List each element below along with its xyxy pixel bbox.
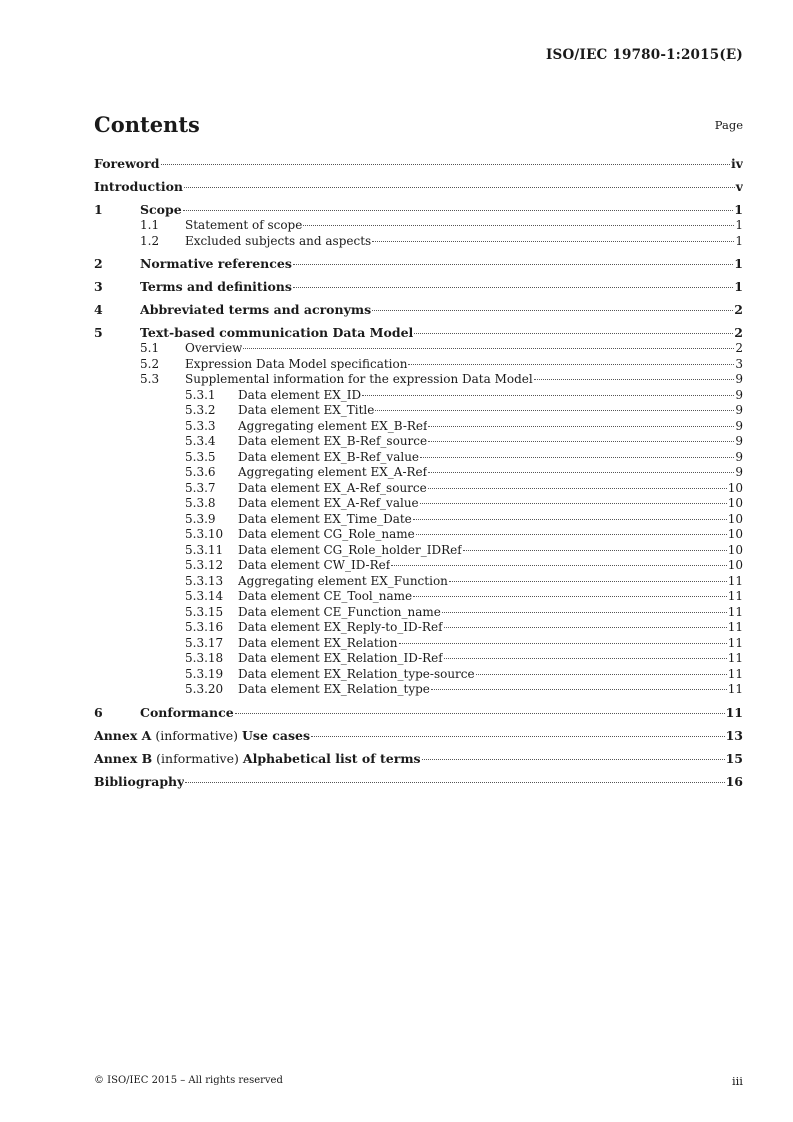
annex-label: Annex A [94,727,152,743]
toc-entry-page: 9 [735,449,743,464]
toc-entry-text: Data element EX_Relation_type [238,682,430,696]
dot-leader [413,596,727,597]
page-column-label: Page [714,118,743,132]
toc-entry[interactable] [94,682,743,698]
toc-entry-text: Data element EX_Relation [238,635,398,650]
toc-entry[interactable] [94,481,743,497]
toc-entry-page: 10 [727,511,743,526]
toc-entry-number: 5.3.6 [185,465,216,479]
toc-entry-title [238,589,412,605]
toc-entry-text: Data element EX_A-Ref_value [238,496,419,510]
toc-entry-text: Expression Data Model specification [185,356,408,371]
toc-entry-number: 5.3.14 [185,589,224,603]
toc-entry-page: 16 [725,773,743,789]
toc-entry[interactable] [94,255,743,272]
dot-leader [235,713,725,714]
toc-entry-number: 5.3.8 [185,496,216,510]
toc-entry-text: Use cases [242,727,310,743]
toc-entry-title [185,372,533,388]
toc-entry-number: 5.2 [140,356,160,371]
toc-entry-title [238,527,415,543]
dot-leader [420,503,727,504]
toc-entry[interactable] [94,512,743,528]
toc-entry[interactable] [94,324,743,341]
toc-entry-page: 11 [725,704,743,720]
dot-leader [184,187,735,188]
toc-entry-title [238,496,419,512]
toc-entry-text: Data element EX_A-Ref_source [238,480,427,495]
toc-entry-number: 5.3.4 [185,434,216,448]
toc-entry[interactable] [94,357,743,373]
toc-entry-number: 5.3.17 [185,635,224,650]
toc-entry-title [185,357,407,373]
toc-entry-number: 5.3.18 [185,651,224,665]
toc-entry[interactable] [94,155,743,172]
toc-entry-text: Alphabetical list of terms [242,750,421,766]
dot-leader [183,210,734,211]
toc-entry-text: Data element CE_Tool_name [238,589,413,603]
dot-leader [442,612,727,613]
toc-entry-text: Foreword [94,156,160,171]
toc-entry-number: 1.2 [140,233,160,248]
toc-entry-page: 11 [727,682,743,696]
toc-entry-title [238,574,448,590]
toc-entry[interactable] [94,403,743,419]
toc-entry-number: 5.3.11 [185,542,224,557]
toc-entry-number: 5.1 [140,341,160,355]
toc-entry-page: 9 [735,387,743,402]
dot-leader [408,364,734,365]
toc-entry-page: 2 [734,302,743,317]
toc-entry-title [238,388,361,404]
toc-entry-page: 9 [735,403,743,417]
toc-entry-number: 4 [94,302,103,317]
toc-entry[interactable] [94,667,743,683]
toc-entry-page: 1 [735,218,743,232]
toc-entry-text: Data element EX_Relation_type-source [238,666,475,681]
dot-leader [161,164,730,165]
toc-entry-title [238,419,427,435]
toc-entry-number: 5.3.10 [185,527,224,541]
toc-entry[interactable] [94,750,743,767]
toc-entry-text: Conformance [140,704,234,720]
toc-entry-title [185,218,302,234]
dot-leader [444,627,727,628]
toc-entry[interactable] [94,234,743,250]
toc-entry-title [94,178,183,195]
toc-entry[interactable] [94,605,743,621]
toc-entry-title [238,481,427,497]
toc-entry-text: Introduction [94,179,184,194]
toc-entry-page: 1 [734,256,743,271]
toc-entry-number: 6 [94,704,103,720]
toc-entry-title [238,636,398,652]
dot-leader [372,310,733,311]
toc-entry[interactable] [94,558,743,574]
toc-entry-page: 13 [725,727,743,743]
toc-entry-text: Normative references [140,256,292,271]
toc-entry-text: Abbreviated terms and acronyms [140,302,372,317]
toc-entry-page: 11 [727,589,743,603]
toc-entry-page: 11 [727,573,743,588]
toc-entry-title [94,155,160,172]
toc-entry-title [238,620,443,636]
toc-entry-page: v [735,179,743,194]
dot-leader [362,395,734,396]
toc-entry-title [238,558,390,574]
dot-leader [293,264,733,265]
page-title: Contents [94,112,200,137]
toc-entry-number: 1.1 [140,218,160,232]
toc-entry-text: Data element EX_Title [238,403,375,417]
toc-entry-title [140,201,182,218]
dot-leader [463,550,727,551]
toc-entry-number: 5.3.2 [185,403,216,417]
toc-entry[interactable] [94,465,743,481]
toc-entry-title [94,773,184,790]
toc-entry-number: 5.3.5 [185,449,216,464]
footer-page-number: iii [731,1074,743,1088]
annex-note: (informative) [152,750,243,766]
dot-leader [422,759,725,760]
annex-note: (informative) [151,727,243,743]
annex-label: Annex B [94,750,153,766]
toc-entry-text: Data element EX_Time_Date [238,511,412,526]
toc-entry[interactable] [94,201,743,218]
toc-entry-text: Aggregating element EX_Function [238,573,448,588]
toc-entry-text: Overview [185,341,243,355]
toc-entry-text: Statement of scope [185,218,303,232]
toc-entry-number: 5.3.19 [185,666,224,681]
toc-entry-page: 2 [734,325,743,340]
toc-entry-page: 11 [727,604,743,619]
toc-entry-page: 11 [727,666,743,681]
toc-entry[interactable] [94,589,743,605]
toc-entry[interactable] [94,434,743,450]
toc-entry-text: Data element EX_B-Ref_value [238,449,420,464]
toc-entry-title [140,255,292,272]
toc-entry-page: 9 [735,418,743,433]
toc-entry-text: Scope [140,202,182,217]
toc-entry-number: 5.3.16 [185,620,224,634]
dot-leader [243,348,734,349]
dot-leader [413,519,727,520]
toc-entry-page: 9 [735,372,743,386]
toc-entry-number: 3 [94,279,103,294]
footer-copyright: © ISO/IEC 2015 – All rights reserved [94,1075,283,1086]
toc-entry-title [140,704,234,721]
toc-entry-page: iv [730,156,743,171]
toc-entry[interactable] [94,727,743,744]
toc-entry-title [238,605,441,621]
dot-leader [428,488,727,489]
toc-entry-page: 1 [734,279,743,294]
toc-entry-number: 5.3.13 [185,573,224,588]
toc-entry-number: 2 [94,256,103,271]
toc-entry-number: 1 [94,202,103,217]
toc-entry-title [94,727,310,744]
toc-entry-number: 5.3.3 [185,418,216,433]
toc-entry-page: 1 [735,233,743,248]
dot-leader [311,736,725,737]
toc-entry[interactable] [94,651,743,667]
toc-entry-title [238,667,475,683]
toc-entry-title [185,234,371,250]
dot-leader [431,689,727,690]
toc-entry-text: Aggregating element EX_A-Ref [238,465,428,479]
toc-entry-page: 11 [727,635,743,650]
dot-leader [375,410,734,411]
toc-entry-page: 10 [727,558,743,572]
toc-entry-number: 5.3.12 [185,558,224,572]
toc-entry-text: Data element CG_Role_holder_IDRef [238,542,462,557]
toc-entry[interactable] [94,419,743,435]
dot-leader [293,287,733,288]
toc-entry-text: Data element CW_ID-Ref [238,558,391,572]
toc-entry[interactable] [94,574,743,590]
toc-entry-title [94,750,421,767]
toc-entry-text: Text-based communication Data Model [140,325,414,340]
toc-entry-title [238,434,427,450]
dot-leader [372,241,734,242]
toc-entry-title [140,301,371,318]
dot-leader [476,674,727,675]
dot-leader [428,472,734,473]
toc-entry[interactable] [94,278,743,295]
toc-entry-page: 10 [727,496,743,510]
toc-entry[interactable] [94,372,743,388]
toc-entry[interactable] [94,527,743,543]
toc-entry-text: Excluded subjects and aspects [185,233,372,248]
toc-entry-page: 10 [727,527,743,541]
toc-entry-number: 5.3.1 [185,387,216,402]
toc-entry-title [185,341,242,357]
toc-entry-number: 5.3.9 [185,511,216,526]
toc-entry-number: 5 [94,325,103,340]
toc-entry-title [140,278,292,295]
dot-leader [444,658,727,659]
dot-leader [399,643,727,644]
toc-entry-page: 11 [727,620,743,634]
toc-entry-number: 5.3 [140,372,160,386]
dot-leader [534,379,735,380]
toc-entry-page: 3 [735,356,743,371]
toc-entry-title [238,651,443,667]
toc-entry-title [238,465,427,481]
toc-entry[interactable] [94,620,743,636]
dot-leader [420,457,734,458]
toc-entry-title [238,403,374,419]
toc-entry[interactable] [94,496,743,512]
toc-entry-page: 10 [727,480,743,495]
dot-leader [449,581,727,582]
toc-entry-title [238,450,419,466]
dot-leader [416,534,727,535]
toc-entry-text: Data element EX_Relation_ID-Ref [238,651,443,665]
toc-entry-title [238,543,462,559]
toc-entry-text: Data element EX_B-Ref_source [238,434,428,448]
toc-entry[interactable] [94,636,743,652]
toc-entry[interactable] [94,301,743,318]
toc-entry-number: 5.3.15 [185,604,224,619]
toc-entry[interactable] [94,178,743,195]
toc-entry-page: 9 [735,465,743,479]
toc-entry-page: 11 [727,651,743,665]
toc-entry[interactable] [94,704,743,721]
toc-entry-text: Data element EX_ID [238,387,362,402]
toc-entry-page: 15 [725,750,743,766]
toc-entry-text: Supplemental information for the expression Data Model [185,372,533,386]
toc-entry-text: Data element CE_Function_name [238,604,441,619]
toc-entry-text: Data element CG_Role_name [238,527,415,541]
dot-leader [428,426,734,427]
toc-entry-page: 9 [735,434,743,448]
dot-leader [303,225,734,226]
toc-entry-text: Terms and definitions [140,279,292,294]
toc-entry[interactable] [94,773,743,790]
toc-entry-page: 10 [727,542,743,557]
toc-entry-text: Aggregating element EX_B-Ref [238,418,428,433]
toc-entry-page: 1 [734,202,743,217]
dot-leader [185,782,724,783]
toc-entry[interactable] [94,341,743,357]
toc-entry-text: Data element EX_Reply-to_ID-Ref [238,620,443,634]
table-of-contents [94,155,743,790]
toc-entry-number: 5.3.7 [185,480,216,495]
dot-leader [414,333,733,334]
dot-leader [428,441,734,442]
toc-entry-number: 5.3.20 [185,682,224,696]
toc-entry[interactable] [94,388,743,404]
toc-entry[interactable] [94,450,743,466]
toc-entry-title [238,682,430,698]
toc-entry-page: 2 [735,341,743,355]
toc-entry[interactable] [94,218,743,234]
toc-entry-text: Bibliography [94,773,185,789]
toc-entry-title [238,512,412,528]
document-id: ISO/IEC 19780-1:2015(E) [546,47,743,63]
toc-entry-title [140,324,413,341]
toc-entry[interactable] [94,543,743,559]
dot-leader [391,565,727,566]
